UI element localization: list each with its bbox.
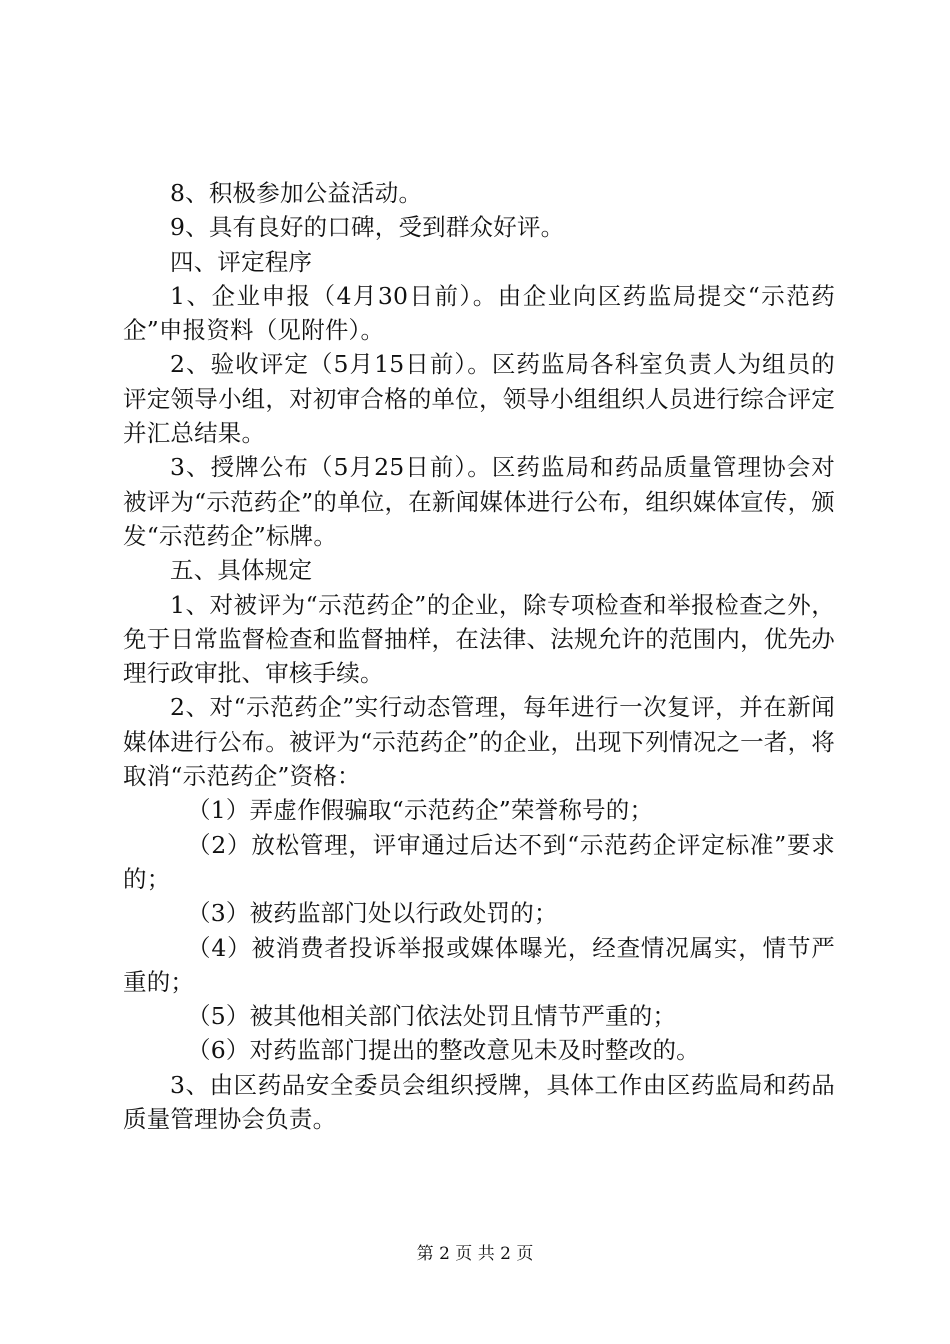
paragraph: 3、授牌公布（5月25日前）。区药监局和药品质量管理协会对被评为“示范药企”的单位，在新闻媒体进行公布，组织媒体宣传，颁发“示范药企”标牌。 [123,453,835,550]
paragraph: （5）被其他相关部门依法处罚且情节严重的； [187,1002,677,1031]
paragraph: 四、评定程序 [170,247,313,276]
paragraph: 9、具有良好的口碑，受到群众好评。 [170,213,565,242]
paragraph: 2、验收评定（5月15日前）。区药监局各科室负责人为组员的评定领导小组，对初审合格的单位，领导小组组织人员进行综合评定并汇总结果。 [123,350,835,448]
paragraph: （3）被药监部门处以行政处罚的； [187,899,558,928]
page-footer: 第 2 页 共 2 页 [416,1244,534,1264]
paragraph: 2、对“示范药企”实行动态管理，每年进行一次复评，并在新闻媒体进行公布。被评为“示范药企”的企业，出现下列情况之一者，将取消“示范药企”资格： [123,693,835,791]
paragraph: 8、积极参加公益活动。 [170,179,423,207]
paragraph: 1、对被评为“示范药企”的企业，除专项检查和举报检查之外，免于日常监督检查和监督抽样，在法律、法规允许的范围内，优先办理行政审批、审核手续。 [123,590,835,688]
paragraph: 3、由区药品安全委员会组织授牌，具体工作由区药监局和药品质量管理协会负责。 [123,1070,835,1134]
paragraph: （6）对药监部门提出的整改意见未及时整改的。 [187,1036,700,1065]
paragraph: （1）弄虚作假骗取“示范药企”荣誉称号的； [187,796,654,825]
paragraph: （4）被消费者投诉举报或媒体曝光，经查情况属实，情节严重的； [123,933,835,996]
paragraph: （2）放松管理，评审通过后达不到“示范药企评定标准”要求的； [123,830,835,893]
paragraph: 五、具体规定 [170,556,313,585]
document-body [123,176,835,1136]
paragraph: 1、企业申报（4月30日前）。由企业向区药监局提交“示范药企”申报资料（见附件）。 [123,281,835,345]
